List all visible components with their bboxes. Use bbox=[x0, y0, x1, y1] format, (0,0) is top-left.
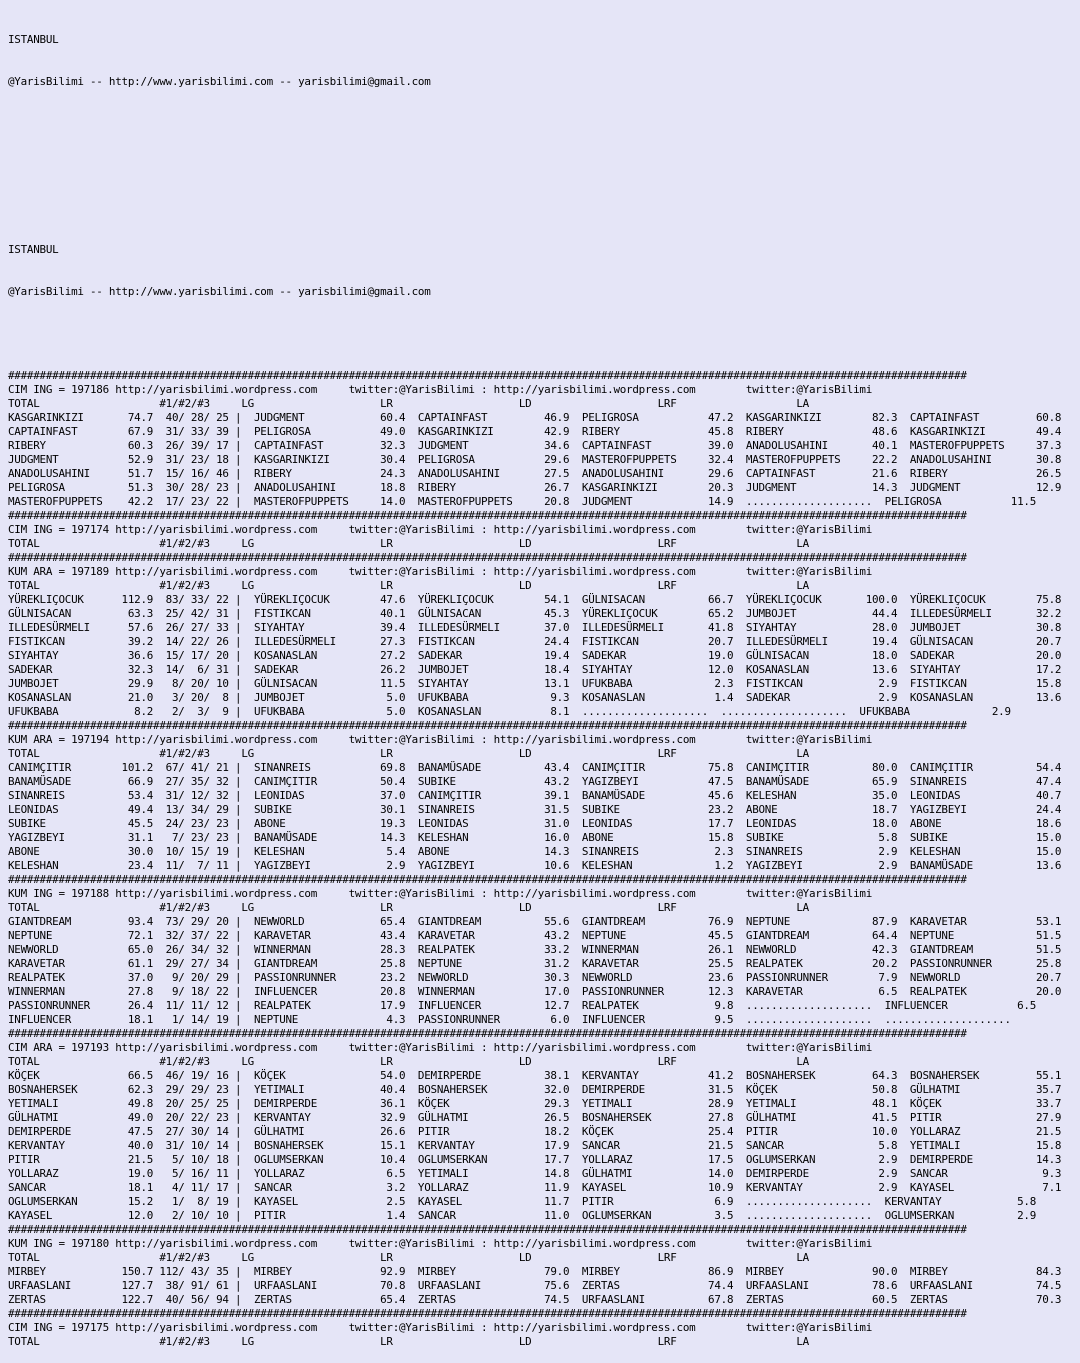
race-title: CIM ING = 197186 http://yarisbilimi.wordpress.com twitter:@YarisBilimi : http://yarisbilimi.wordpress.com twitter:@YarisBilimi bbox=[8, 383, 873, 396]
table-row: OGLUMSERKAN 15.2 1/ 8/ 19 | KAYASEL 2.5 KAYASEL 11.7 PITIR 6.9 .................... KERVANTAY 5.8 bbox=[8, 1195, 1036, 1208]
table-row: FISTIKCAN 39.2 14/ 22/ 26 | ILLEDESÜRMELI 27.3 FISTIKCAN 24.4 FISTIKCAN 20.7 ILLEDESÜRMELI 19.4 GÜLNISACAN 20.7 bbox=[8, 635, 1062, 648]
table-row: REALPATEK 37.0 9/ 20/ 29 | PASSIONRUNNER 23.2 NEWWORLD 30.3 NEWWORLD 23.6 PASSIONRUNNER 7.9 NEWWORLD 20.7 bbox=[8, 971, 1062, 984]
header-contact: @YarisBilimi -- http://www.yarisbilimi.com -- yarisbilimi@gmail.com bbox=[8, 75, 431, 88]
table-row: DEMIRPERDE 47.5 27/ 30/ 14 | GÜLHATMI 26.6 PITIR 18.2 KÖÇEK 25.4 PITIR 10.0 YOLLARAZ 21.5 bbox=[8, 1125, 1062, 1138]
table-row: MASTEROFPUPPETS 42.2 17/ 23/ 22 | MASTEROFPUPPETS 14.0 MASTEROFPUPPETS 20.8 JUDGMENT 14.9 .................... PELIGROSA 11.5 bbox=[8, 495, 1036, 508]
separator-line: ######################################################################################################################################################## bbox=[8, 1223, 967, 1236]
header-city: ISTANBUL bbox=[8, 33, 59, 46]
table-row: BANAMÜSADE 66.9 27/ 35/ 32 | CANIMÇITIR 50.4 SUBIKE 43.2 YAGIZBEYI 47.5 BANAMÜSADE 65.9 SINANREIS 47.4 bbox=[8, 775, 1062, 788]
table-row: CAPTAINFAST 67.9 31/ 33/ 39 | PELIGROSA 49.0 KASGARINKIZI 42.9 RIBERY 45.8 RIBERY 48.6 KASGARINKIZI 49.4 bbox=[8, 425, 1062, 438]
column-header: TOTAL #1/#2/#3 LG LR LD LRF LA bbox=[8, 1335, 809, 1348]
table-row: SINANREIS 53.4 31/ 12/ 32 | LEONIDAS 37.0 CANIMÇITIR 39.1 BANAMÜSADE 45.6 KELESHAN 35.0 LEONIDAS 40.7 bbox=[8, 789, 1062, 802]
race-block bbox=[8, 1223, 1080, 1307]
table-row: YAGIZBEYI 31.1 7/ 23/ 23 | BANAMÜSADE 14.3 KELESHAN 16.0 ABONE 15.8 SUBIKE 5.8 SUBIKE 15.0 bbox=[8, 831, 1062, 844]
table-row: KERVANTAY 40.0 31/ 10/ 14 | BOSNAHERSEK 15.1 KERVANTAY 17.9 SANCAR 21.5 SANCAR 5.8 YETIMALI 15.8 bbox=[8, 1139, 1062, 1152]
column-header: TOTAL #1/#2/#3 LG LR LD LRF LA bbox=[8, 901, 809, 914]
table-row: ABONE 30.0 10/ 15/ 19 | KELESHAN 5.4 ABONE 14.3 SINANREIS 2.3 SINANREIS 2.9 KELESHAN 15.0 bbox=[8, 845, 1062, 858]
spacer bbox=[8, 201, 1080, 215]
column-header: TOTAL #1/#2/#3 LG LR LD LRF LA bbox=[8, 1055, 809, 1068]
race-title: CIM ING = 197174 http://yarisbilimi.wordpress.com twitter:@YarisBilimi : http://yarisbilimi.wordpress.com twitter:@YarisBilimi bbox=[8, 523, 873, 536]
table-row: PITIR 21.5 5/ 10/ 18 | OGLUMSERKAN 10.4 OGLUMSERKAN 17.7 YOLLARAZ 17.5 OGLUMSERKAN 2.9 DEMIRPERDE 14.3 bbox=[8, 1153, 1062, 1166]
table-row: KARAVETAR 61.1 29/ 27/ 34 | GIANTDREAM 25.8 NEPTUNE 31.2 KARAVETAR 25.5 REALPATEK 20.2 PASSIONRUNNER 25.8 bbox=[8, 957, 1062, 970]
race-block bbox=[8, 509, 1080, 551]
table-row: KAYASEL 12.0 2/ 10/ 10 | PITIR 1.4 SANCAR 11.0 OGLUMSERKAN 3.5 .................... OGLUMSERKAN 2.9 bbox=[8, 1209, 1036, 1222]
results-document bbox=[8, 5, 1080, 1363]
race-title: KUM ING = 197188 http://yarisbilimi.wordpress.com twitter:@YarisBilimi : http://yarisbilimi.wordpress.com twitter:@YarisBilimi bbox=[8, 887, 873, 900]
race-title: CIM ARA = 197193 http://yarisbilimi.wordpress.com twitter:@YarisBilimi : http://yarisbilimi.wordpress.com twitter:@YarisBilimi bbox=[8, 1041, 873, 1054]
table-row: GÜLHATMI 49.0 20/ 22/ 23 | KERVANTAY 32.9 GÜLHATMI 26.5 BOSNAHERSEK 27.8 GÜLHATMI 41.5 PITIR 27.9 bbox=[8, 1111, 1062, 1124]
table-row: UFUKBABA 8.2 2/ 3/ 9 | UFUKBABA 5.0 KOSANASLAN 8.1 .................... .................... UFUKBABA 2.9 bbox=[8, 705, 1011, 718]
race-blocks bbox=[8, 369, 1080, 1349]
race-title: CIM ING = 197175 http://yarisbilimi.wordpress.com twitter:@YarisBilimi : http://yarisbilimi.wordpress.com twitter:@YarisBilimi bbox=[8, 1321, 873, 1334]
race-block bbox=[8, 551, 1080, 719]
race-block bbox=[8, 719, 1080, 873]
table-row: NEWWORLD 65.0 26/ 34/ 32 | WINNERMAN 28.3 REALPATEK 33.2 WINNERMAN 26.1 NEWWORLD 42.3 GIANTDREAM 51.5 bbox=[8, 943, 1062, 956]
table-row: SANCAR 18.1 4/ 11/ 17 | SANCAR 3.2 YOLLARAZ 11.9 KAYASEL 10.9 KERVANTAY 2.9 KAYASEL 7.1 bbox=[8, 1181, 1062, 1194]
table-row: YOLLARAZ 19.0 5/ 16/ 11 | YOLLARAZ 6.5 YETIMALI 14.8 GÜLHATMI 14.0 DEMIRPERDE 2.9 SANCAR 9.3 bbox=[8, 1167, 1062, 1180]
column-header: TOTAL #1/#2/#3 LG LR LD LRF LA bbox=[8, 1251, 809, 1264]
column-header: TOTAL #1/#2/#3 LG LR LD LRF LA bbox=[8, 537, 809, 550]
table-row: JUDGMENT 52.9 31/ 23/ 18 | KASGARINKIZI 30.4 PELIGROSA 29.6 MASTEROFPUPPETS 32.4 MASTEROFPUPPETS 22.2 ANADOLUSAHINI 30.8 bbox=[8, 453, 1062, 466]
table-row: NEPTUNE 72.1 32/ 37/ 22 | KARAVETAR 43.4 KARAVETAR 43.2 NEPTUNE 45.5 GIANTDREAM 64.4 NEPTUNE 51.5 bbox=[8, 929, 1062, 942]
separator-line: ######################################################################################################################################################## bbox=[8, 509, 967, 522]
column-header: TOTAL #1/#2/#3 LG LR LD LRF LA bbox=[8, 579, 809, 592]
table-row: KELESHAN 23.4 11/ 7/ 11 | YAGIZBEYI 2.9 YAGIZBEYI 10.6 KELESHAN 1.2 YAGIZBEYI 2.9 BANAMÜSADE 13.6 bbox=[8, 859, 1062, 872]
table-row: URFAASLANI 127.7 38/ 91/ 61 | URFAASLANI 70.8 URFAASLANI 75.6 ZERTAS 74.4 URFAASLANI 78.6 URFAASLANI 74.5 bbox=[8, 1279, 1062, 1292]
table-row: SADEKAR 32.3 14/ 6/ 31 | SADEKAR 26.2 JUMBOJET 18.4 SIYAHTAY 12.0 KOSANASLAN 13.6 SIYAHTAY 17.2 bbox=[8, 663, 1062, 676]
table-row: ANADOLUSAHINI 51.7 15/ 16/ 46 | RIBERY 24.3 ANADOLUSAHINI 27.5 ANADOLUSAHINI 29.6 CAPTAINFAST 21.6 RIBERY 26.5 bbox=[8, 467, 1062, 480]
race-block bbox=[8, 873, 1080, 1027]
table-row: PELIGROSA 51.3 30/ 28/ 23 | ANADOLUSAHINI 18.8 RIBERY 26.7 KASGARINKIZI 20.3 JUDGMENT 14.3 JUDGMENT 12.9 bbox=[8, 481, 1062, 494]
race-title: KUM ING = 197180 http://yarisbilimi.wordpress.com twitter:@YarisBilimi : http://yarisbilimi.wordpress.com twitter:@YarisBilimi bbox=[8, 1237, 873, 1250]
separator-line: ######################################################################################################################################################## bbox=[8, 1307, 967, 1320]
table-row: WINNERMAN 27.8 9/ 18/ 22 | INFLUENCER 20.8 WINNERMAN 17.0 PASSIONRUNNER 12.3 KARAVETAR 6.5 REALPATEK 20.0 bbox=[8, 985, 1062, 998]
table-row: ZERTAS 122.7 40/ 56/ 94 | ZERTAS 65.4 ZERTAS 74.5 URFAASLANI 67.8 ZERTAS 60.5 ZERTAS 70.3 bbox=[8, 1293, 1062, 1306]
spacer bbox=[8, 159, 1080, 173]
table-row: SIYAHTAY 36.6 15/ 17/ 20 | KOSANASLAN 27.2 SADEKAR 19.4 SADEKAR 19.0 GÜLNISACAN 18.0 SADEKAR 20.0 bbox=[8, 649, 1062, 662]
race-block bbox=[8, 369, 1080, 509]
separator-line: ######################################################################################################################################################## bbox=[8, 719, 967, 732]
table-row: SUBIKE 45.5 24/ 23/ 23 | ABONE 19.3 LEONIDAS 31.0 LEONIDAS 17.7 LEONIDAS 18.0 ABONE 18.6 bbox=[8, 817, 1062, 830]
table-row: KOSANASLAN 21.0 3/ 20/ 8 | JUMBOJET 5.0 UFUKBABA 9.3 KOSANASLAN 1.4 SADEKAR 2.9 KOSANASLAN 13.6 bbox=[8, 691, 1062, 704]
race-title: KUM ARA = 197194 http://yarisbilimi.wordpress.com twitter:@YarisBilimi : http://yarisbilimi.wordpress.com twitter:@YarisBilimi bbox=[8, 733, 873, 746]
race-title: KUM ARA = 197189 http://yarisbilimi.wordpress.com twitter:@YarisBilimi : http://yarisbilimi.wordpress.com twitter:@YarisBilimi bbox=[8, 565, 873, 578]
table-row: CANIMÇITIR 101.2 67/ 41/ 21 | SINANREIS 69.8 BANAMÜSADE 43.4 CANIMÇITIR 75.8 CANIMÇITIR 80.0 CANIMÇITIR 54.4 bbox=[8, 761, 1062, 774]
header-city-repeat: ISTANBUL bbox=[8, 243, 59, 256]
separator-line: ######################################################################################################################################################## bbox=[8, 1027, 967, 1040]
table-row: GIANTDREAM 93.4 73/ 29/ 20 | NEWWORLD 65.4 GIANTDREAM 55.6 GIANTDREAM 76.9 NEPTUNE 87.9 KARAVETAR 53.1 bbox=[8, 915, 1062, 928]
table-row: PASSIONRUNNER 26.4 11/ 11/ 12 | REALPATEK 17.9 INFLUENCER 12.7 REALPATEK 9.8 .................... INFLUENCER 6.5 bbox=[8, 999, 1036, 1012]
table-row: ILLEDESÜRMELI 57.6 26/ 27/ 33 | SIYAHTAY 39.4 ILLEDESÜRMELI 37.0 ILLEDESÜRMELI 41.8 SIYAHTAY 28.0 JUMBOJET 30.8 bbox=[8, 621, 1062, 634]
table-row: KÖÇEK 66.5 46/ 19/ 16 | KÖÇEK 54.0 DEMIRPERDE 38.1 KERVANTAY 41.2 BOSNAHERSEK 64.3 BOSNAHERSEK 55.1 bbox=[8, 1069, 1062, 1082]
table-row: KASGARINKIZI 74.7 40/ 28/ 25 | JUDGMENT 60.4 CAPTAINFAST 46.9 PELIGROSA 47.2 KASGARINKIZI 82.3 CAPTAINFAST 60.8 bbox=[8, 411, 1062, 424]
table-row: YETIMALI 49.8 20/ 25/ 25 | DEMIRPERDE 36.1 KÖÇEK 29.3 YETIMALI 28.9 YETIMALI 48.1 KÖÇEK 33.7 bbox=[8, 1097, 1062, 1110]
table-row: RIBERY 60.3 26/ 39/ 17 | CAPTAINFAST 32.3 JUDGMENT 34.6 CAPTAINFAST 39.0 ANADOLUSAHINI 40.1 MASTEROFPUPPETS 37.3 bbox=[8, 439, 1062, 452]
race-block bbox=[8, 1307, 1080, 1349]
race-block bbox=[8, 1027, 1080, 1223]
separator-line: ######################################################################################################################################################## bbox=[8, 873, 967, 886]
separator-line: ######################################################################################################################################################## bbox=[8, 551, 967, 564]
table-row: YÜREKLIÇOCUK 112.9 83/ 33/ 22 | YÜREKLIÇOCUK 47.6 YÜREKLIÇOCUK 54.1 GÜLNISACAN 66.7 YÜREKLIÇOCUK 100.0 YÜREKLIÇOCUK 75.8 bbox=[8, 593, 1062, 606]
spacer bbox=[8, 117, 1080, 131]
separator-line: ######################################################################################################################################################## bbox=[8, 369, 967, 382]
table-row: BOSNAHERSEK 62.3 29/ 29/ 23 | YETIMALI 40.4 BOSNAHERSEK 32.0 DEMIRPERDE 31.5 KÖÇEK 50.8 GÜLHATMI 35.7 bbox=[8, 1083, 1062, 1096]
spacer bbox=[8, 327, 1080, 341]
table-row: INFLUENCER 18.1 1/ 14/ 19 | NEPTUNE 4.3 PASSIONRUNNER 6.0 INFLUENCER 9.5 .................... .................... bbox=[8, 1013, 1011, 1026]
table-row: MIRBEY 150.7 112/ 43/ 35 | MIRBEY 92.9 MIRBEY 79.0 MIRBEY 86.9 MIRBEY 90.0 MIRBEY 84.3 bbox=[8, 1265, 1062, 1278]
table-row: GÜLNISACAN 63.3 25/ 42/ 31 | FISTIKCAN 40.1 GÜLNISACAN 45.3 YÜREKLIÇOCUK 65.2 JUMBOJET 44.4 ILLEDESÜRMELI 32.2 bbox=[8, 607, 1062, 620]
table-row: LEONIDAS 49.4 13/ 34/ 29 | SUBIKE 30.1 SINANREIS 31.5 SUBIKE 23.2 ABONE 18.7 YAGIZBEYI 24.4 bbox=[8, 803, 1062, 816]
header-contact-repeat: @YarisBilimi -- http://www.yarisbilimi.com -- yarisbilimi@gmail.com bbox=[8, 285, 431, 298]
column-header: TOTAL #1/#2/#3 LG LR LD LRF LA bbox=[8, 397, 809, 410]
column-header: TOTAL #1/#2/#3 LG LR LD LRF LA bbox=[8, 747, 809, 760]
table-row: JUMBOJET 29.9 8/ 20/ 10 | GÜLNISACAN 11.5 SIYAHTAY 13.1 UFUKBABA 2.3 FISTIKCAN 2.9 FISTIKCAN 15.8 bbox=[8, 677, 1062, 690]
